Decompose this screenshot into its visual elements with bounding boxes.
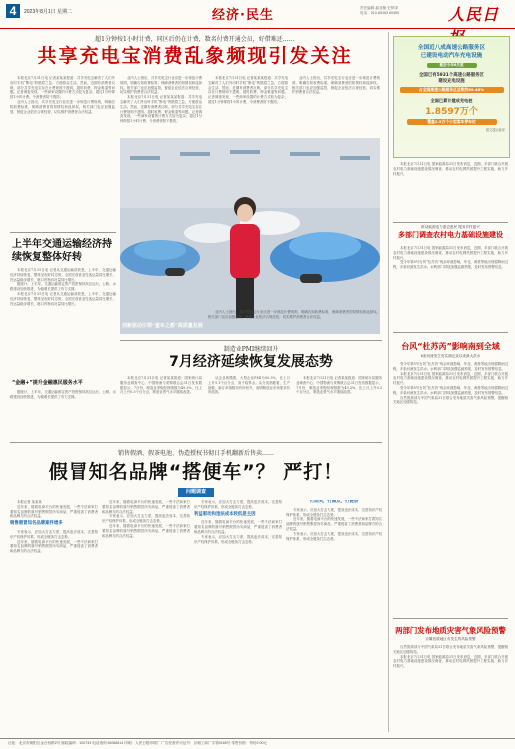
mid-body-col3 (296, 376, 382, 438)
ad-line-4: 建设充电设施 (438, 79, 465, 84)
bottom-paragraph: 本报记者 某某某 (17, 500, 42, 504)
bottom-paragraph: 专家表示，应加大打击力度，提高违法成本，完善知识产权保护体系，形成全链条打击态势。 (194, 534, 282, 544)
mid-body-col1 (120, 376, 202, 438)
lead-headline: 共享充电宝消费乱象频现引发关注 (37, 45, 353, 67)
editor-line: 责任编辑 郝亚楠 史梦泽 (360, 6, 398, 10)
right-paragraph: 受今年第5号台风“杜苏芮”残余环流影响，华北、黄淮等地出现强降雨过程，多条河流发生洪水。水利部门持续加强监测预报，及时发布预警信息。 (393, 385, 508, 395)
lead-paragraph: 业内人士指出，共享充电宝行业应进一步规范计费规则，明确告知收费标准，保障消费者的知情权和选择权。相关部门也应加强监管，督促企业依法合规经营，切实维护消费者合法权益。 (120, 76, 202, 95)
bottom-paragraph: 近年来，随着电商平台的快速发展，一些不法商家打着知名品牌的旗号销售假冒伪劣商品，严重侵害了消费者和品牌方的合法权益。 (194, 520, 282, 534)
mid-headline: 7月经济延续恢复发展态势 (169, 354, 333, 370)
right-headline-2: 台风“杜苏芮”影响南到全域 (401, 342, 500, 351)
right-body-3 (393, 362, 508, 606)
divider (120, 340, 382, 341)
caption-text: 业内人士指出，共享充电宝行业应进一步规范计费规则，明确告知收费标准，保障消费者的知情权和选择权。相关部门也应加强监管，督促企业依法合规经营，切实维护消费者合法权益。 (208, 310, 380, 319)
left-body-2 (10, 390, 116, 438)
ad-title-2: 已建设电动汽车充电设施 (420, 53, 483, 59)
left-headline: 上半年交通运输经济持续恢复整体好转 (12, 239, 112, 263)
editor-info (360, 6, 399, 16)
bottom-paragraph: 专家表示，应加大打击力度，提高违法成本，完善知识产权保护体系，形成全链条打击态势。 (102, 514, 190, 524)
right-kicker-3: 京冀晋陕地区有发生的风险预警 (425, 637, 476, 641)
left-paragraph: 据统计，上半年，交通运输固定资产投资保持高位运行，公路、水路建设加快推进，为稳增长提供了有力支撑。 (10, 390, 116, 399)
right-paragraph: 本报北京7月31日电 国家能源局31日发布消息，近期，多部门联合开展农村电力基础设施建设情况调查，推动农村电网巩固提升工程实施，助力乡村振兴。 (393, 654, 508, 669)
bottom-body-col3 (194, 500, 282, 732)
left-paragraph: 本报北京7月31日电 记者从交通运输部获悉，上半年，交通运输经济持续恢复，整体呈现好转态势。全国完成营业性客运量同比增长，货运量稳步增长，港口货物吞吐量同比增长。 (10, 291, 116, 306)
newspaper-logo: 人民日 (448, 5, 500, 24)
bottom-paragraph: 近年来，随着电商平台的快速发展，一些不法商家打着知名品牌的旗号销售假冒伪劣商品，严重侵害了消费者和品牌方的合法权益。 (102, 500, 190, 514)
bottom-paragraph: 专家表示，应加大打击力度，提高违法成本，完善知识产权保护体系，形成全链条打击态势。 (286, 531, 382, 541)
left-body (10, 268, 116, 376)
right-paragraph: 本报北京7月31日电 国家能源局31日发布消息，近期，多部门联合开展农村电力基础设施建设情况调查，推动农村电网巩固提升工程实施，助力乡村振兴。 (393, 162, 508, 176)
bottom-paragraph: 近年来，随着电商平台的快速发展，一些不法商家打着知名品牌的旗号销售假冒伪劣商品，严重侵害了消费者和品牌方的合法权益。 (286, 517, 382, 531)
factory-scene-image (120, 138, 380, 334)
right-kicker-2: 6条河流发生有实测记录以来最大洪水 (420, 354, 481, 358)
ad-source: 据交通运输部 (485, 128, 505, 132)
lead-paragraph: 业内人士指出，共享充电宝行业应进一步规范计费规则，明确告知收费标准，保障消费者的知情权和选择权。相关部门也应加强监管，督促企业依法合规经营，切实维护消费者合法权益。 (292, 76, 380, 95)
right-paragraph: 受今年第5号台风“杜苏芮”残余环流影响，华北、黄淮等地出现强降雨过程，多条河流发生洪水。水利部门持续加强监测预报，及时发布预警信息。 (393, 260, 508, 270)
right-paragraph: 受今年第5号台风“杜苏芮”残余环流影响，华北、黄淮等地出现强降雨过程，多条河流发生洪水。水利部门持续加强监测预报，及时发布预警信息。 (393, 362, 508, 371)
photo-caption (208, 310, 380, 338)
lead-paragraph: 本报北京7月31日电 记者某某某报道：共享充电宝解决了人们外出时手机“断电”的燃眉之急，方便群众生活。然而，近期有消费者反映，部分共享充电宝存在计费规则不透明、超时收费、押金难退等问题。记者调查发现，一些商家设置的计费方式较为复杂，超过1分钟即按1小时计费，令消费者防不胜防。 (120, 95, 202, 124)
ad-big-number: 1.8597万个 (425, 107, 478, 117)
ad-line-8: 覆盖2.5万个小型客车停车位 (407, 119, 497, 125)
infographic-box (393, 36, 510, 158)
bottom-paragraph: 专家表示，应加大打击力度，提高违法成本，完善知识产权保护体系，形成全链条打击态势。 (194, 500, 282, 509)
lead-paragraph: 业内人士指出，共享充电宝行业应进一步规范计费规则，明确告知收费标准，保障消费者的知情权和选择权。相关部门也应加强监管，督促企业依法合规经营，切实维护消费者合法权益。 (10, 99, 115, 114)
bottom-subhead-3: 打品头，打黑点，打链条 (309, 500, 359, 504)
lead-body-col4 (292, 76, 380, 134)
bottom-paragraph: 近年来，随着电商平台的快速发展，一些不法商家打着知名品牌的旗号销售假冒伪劣商品，严重侵害了消费者和品牌方的合法权益。 (102, 523, 190, 538)
mid-paragraph: 从企业规模看，大型企业PMI为50.3%，比上月上升1.1个百分点，高于临界点。从分类指数看，生产指数、新订单指数均有所回升，表明制造业市场需求有所改善。 (208, 376, 290, 395)
page-number: 4 (6, 4, 20, 18)
mid-paragraph: 本报北京7月31日电 记者某某报道：国家统计局服务业调查中心、中国物流与采购联合会31日发布数据显示，7月份，制造业采购经理指数为49.3%，比上月上升0.3个百分点，制造业景气水平继续改善。 (120, 376, 202, 395)
divider (10, 232, 116, 233)
divider (393, 618, 508, 619)
left-subhead: “金融+”提升金融惠民服务水平 (12, 380, 83, 386)
tag-label: 问题调查 (178, 488, 214, 497)
bottom-subhead-2: 利益驱动和违法成本较低是主因 (194, 511, 256, 517)
right-paragraph: 自然资源部与中国气象局31日联合发布地质灾害气象风险预警，提醒相关地区加强防范。 (393, 395, 508, 405)
lead-body-col1 (10, 76, 115, 224)
mid-body-col2 (208, 376, 290, 438)
right-body-1 (393, 162, 508, 218)
mid-paragraph: 本报北京7月31日电 记者某某报道：国家统计局服务业调查中心、中国物流与采购联合会31日发布数据显示，7月份，制造业采购经理指数为49.3%，比上月上升0.3个百分点，制造业景气水平继续改善。 (296, 376, 382, 395)
ad-tag: 截至今年6月底 (427, 63, 477, 68)
ad-line-6: 全国已累计建成充电桩 (430, 98, 473, 103)
divider (393, 332, 508, 333)
right-paragraph: 本报北京7月31日电 国家能源局31日发布消息，近期，多部门联合开展农村电力基础设施建设情况调查，推动农村电网巩固提升工程实施，助力乡村振兴。 (393, 246, 508, 260)
page-footer (0, 738, 515, 749)
lead-photo (120, 138, 380, 334)
section-title: 经济·民生 (212, 8, 274, 23)
lead-body-col3 (208, 76, 288, 134)
ad-title-1: 全国近八成高速公路服务区 (417, 45, 486, 51)
bottom-paragraph: 近年来，随着电商平台的快速发展，一些不法商家打着知名品牌的旗号销售假冒伪劣商品，严重侵害了消费者和品牌方的合法权益。 (10, 539, 98, 554)
bottom-body-col2 (102, 500, 190, 732)
issue-date: 2023年8月1日 星期二 (24, 9, 73, 15)
right-body-2 (393, 246, 508, 330)
right-body-4 (393, 645, 508, 733)
lead-paragraph: 本报北京7月31日电 记者某某某报道：共享充电宝解决了人们外出时手机“断电”的燃眉之急，方便群众生活。然而，近期有消费者反映，部分共享充电宝存在计费规则不透明、超时收费、押金难退等问题。记者调查发现，一些商家设置的计费方式较为复杂，超过1分钟即按1小时计费，令消费者防不胜防。 (10, 76, 115, 100)
bottom-paragraph: 专家表示，应加大打击力度，提高违法成本，完善知识产权保护体系，形成全链条打击态势。 (286, 507, 382, 517)
right-kicker-1: 推动能源电力惠农惠民 服务乡村振兴 (421, 225, 480, 229)
divider (10, 442, 382, 443)
photo-title: 创新驱动引领“童车之都”高质量发展 (122, 323, 203, 329)
phone-line: 电话：010-65363 65369 (360, 11, 399, 15)
lead-paragraph: 本报北京7月31日电 记者某某某报道：共享充电宝解决了人们外出时手机“断电”的燃眉之急，方便群众生活。然而，近期有消费者反映，部分共享充电宝存在计费规则不透明、超时收费、押金难退等问题。记者调查发现，一些商家设置的计费方式较为复杂，超过1分钟即按1小时计费，令消费者防不胜防。 (208, 76, 288, 104)
bottom-paragraph: 近年来，随着电商平台的快速发展，一些不法商家打着知名品牌的旗号销售假冒伪劣商品，严重侵害了消费者和品牌方的合法权益。 (10, 504, 98, 519)
bottom-subhead-1: 销售假冒知名品牌案件增多 (10, 521, 63, 527)
mid-kicker: 制造业PMI继续回升 (223, 346, 279, 353)
right-headline-3: 两部门发布地质灾害气象风险预警 (395, 626, 506, 635)
right-paragraph: 本报北京7月31日电 国家能源局31日发布消息，近期，多部门联合开展农村电力基础设施建设情况调查，推动农村电网巩固提升工程实施，助力乡村振兴。 (393, 371, 508, 386)
ad-line-5: 占全国高速公路服务区总数的89.48% (400, 87, 504, 93)
bottom-headline: 假冒知名品牌“搭便车”？ 严打！ (48, 461, 344, 483)
bottom-body-col4 (286, 500, 382, 732)
left-paragraph: 本报北京7月31日电 记者从交通运输部获悉，上半年，交通运输经济持续恢复，整体呈现好转态势。全国完成营业性客运量同比增长，货运量稳步增长，港口货物吞吐量同比增长。 (10, 268, 116, 282)
bottom-kicker: 销售假酒、假茶电池、伪造授权书彻日手机翻新后售卖…… (117, 450, 274, 457)
footer-text: 社址：北京市朝阳区金台西路2号 邮政编码：100733 电话查询 65368114 印刷：人民日报印刷厂 广告经营许可证号：京朝工商广字第0165号 零售价格：每份2.00元 (8, 741, 268, 745)
right-headline-1: 多部门调查农村电力基础设施建设 (398, 231, 503, 239)
column-divider (388, 32, 389, 732)
bottom-paragraph: 专家表示，应加大打击力度，提高违法成本，完善知识产权保护体系，形成全链条打击态势。 (10, 529, 98, 539)
right-paragraph: 自然资源部与中国气象局31日联合发布地质灾害气象风险预警，提醒相关地区加强防范。 (393, 645, 508, 654)
divider (393, 222, 508, 223)
bottom-body-col1 (10, 500, 98, 732)
ad-line-3: 全国已有5931个高速公路服务区 (419, 73, 484, 78)
lead-kicker: 超1分钟按1小时计费，同区后仍在计费，数名付费开通会员，好借难还…… (95, 36, 295, 43)
left-paragraph: 据统计，上半年，交通运输固定资产投资保持高位运行，公路、水路建设加快推进，为稳增长提供了有力支撑。 (10, 282, 116, 292)
